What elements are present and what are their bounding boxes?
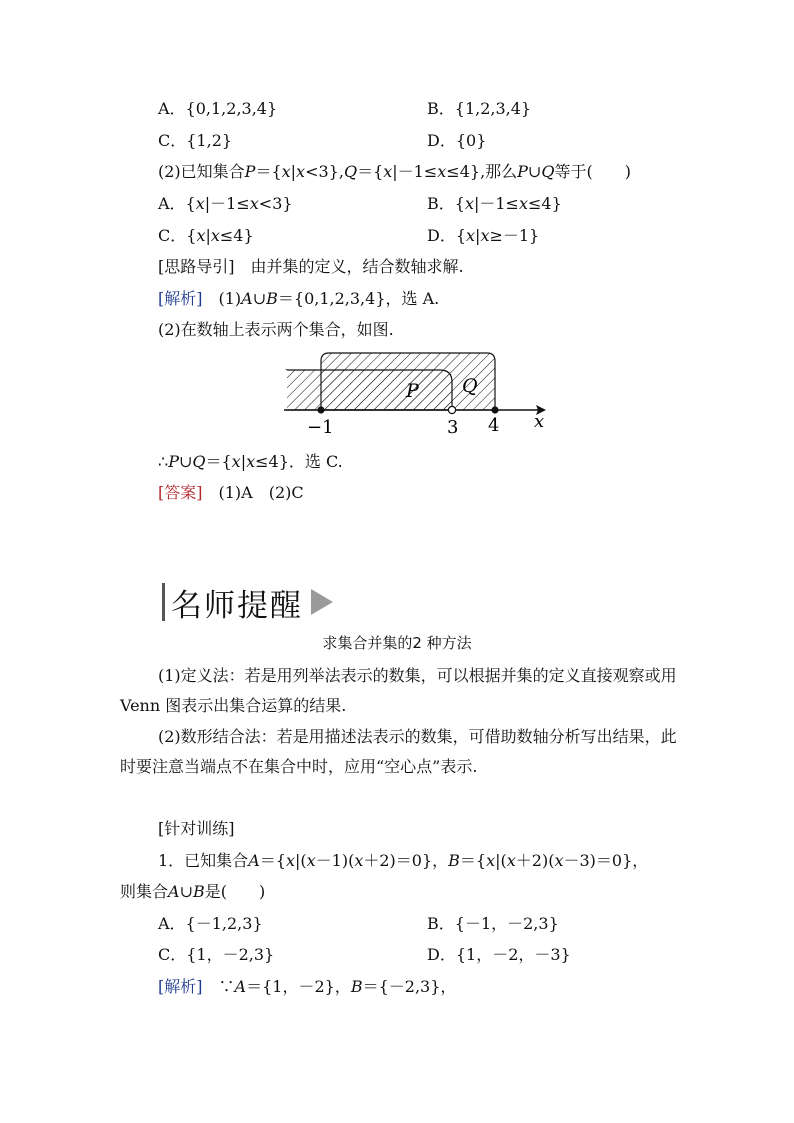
- guide-line: [158, 256, 464, 278]
- set-p-label: P: [406, 380, 419, 402]
- answer: [答案] (1)A (2)C: [158, 483, 304, 502]
- answer-label: [答案]: [158, 483, 203, 502]
- practice-label: [针对训练]: [158, 819, 235, 838]
- tip-paragraph-2: (2)数形结合法：若是用描述法表示的数集，可借助数轴分析写出结果，此时要注意当端点不在集合中时，应用“空心点”表示.: [120, 727, 677, 776]
- q2-option-a: A．{x|－1≤x<3}: [158, 194, 293, 213]
- practice-stem-line2: 则集合A∪B是( ): [120, 882, 266, 901]
- practice-analysis-label: [解析]: [158, 977, 203, 996]
- tick-label-3: 3: [447, 417, 459, 438]
- set-q-label: Q: [462, 375, 478, 397]
- set-p-region: [286, 370, 452, 410]
- tip-subtitle: 求集合并集的2 种方法: [322, 634, 472, 652]
- number-line-figure: [280, 345, 570, 440]
- point-3: [448, 406, 455, 413]
- practice-analysis: [解析] ∵A＝{1，－2}，B＝{－2,3}，: [158, 977, 457, 996]
- analysis-label: [解析]: [158, 289, 203, 308]
- q1-option-d: D．{0}: [427, 131, 487, 150]
- q1-option-c: C．{1,2}: [158, 131, 233, 150]
- guide-label: [思路导引]: [158, 257, 235, 276]
- practice-option-c: C．{1，－2,3}: [158, 945, 275, 964]
- conclusion: ∴P∪Q＝{x|x≤4}．选 C.: [158, 452, 343, 471]
- tick-label-4: 4: [488, 415, 500, 436]
- point-4: [491, 406, 498, 413]
- q1-option-a: A．{0,1,2,3,4}: [158, 99, 278, 118]
- q1-option-b: B．{1,2,3,4}: [427, 99, 532, 118]
- axis-var-label: x: [534, 411, 545, 432]
- point-neg1: [317, 406, 324, 413]
- tip-banner: [162, 582, 333, 622]
- guide-text: 由并集的定义，结合数轴求解.: [234, 257, 464, 276]
- analysis-1: [解析] (1)A∪B＝{0,1,2,3,4}，选 A.: [158, 289, 440, 308]
- practice-option-b: B．{－1，－2,3}: [427, 914, 559, 933]
- q2-stem: (2)已知集合P＝{x|x<3},Q＝{x|－1≤x≤4},那么P∪Q等于( ): [158, 162, 631, 181]
- practice-option-d: D．{1，－2，－3}: [427, 945, 571, 964]
- practice-option-a: A．{－1,2,3}: [158, 914, 263, 933]
- practice-stem-line1: 1．已知集合A＝{x|(x－1)(x＋2)＝0}，B＝{x|(x＋2)(x－3)＝0}，: [158, 851, 649, 870]
- tip-paragraph-1: (1)定义法：若是用列举法表示的数集，可以根据并集的定义直接观察或用 Venn 图表示出集合运算的结果.: [120, 666, 677, 715]
- tip-title: 名师提醒: [171, 587, 303, 624]
- q2-option-c: C．{x|x≤4}: [158, 226, 254, 245]
- q2-option-b: B．{x|－1≤x≤4}: [427, 194, 562, 213]
- analysis-2: (2)在数轴上表示两个集合，如图.: [158, 320, 394, 339]
- banner-bar: [162, 583, 165, 621]
- q2-option-d: D．{x|x≥－1}: [427, 226, 540, 245]
- play-arrow-icon: [311, 589, 333, 615]
- tick-label-neg1: −1: [307, 417, 334, 438]
